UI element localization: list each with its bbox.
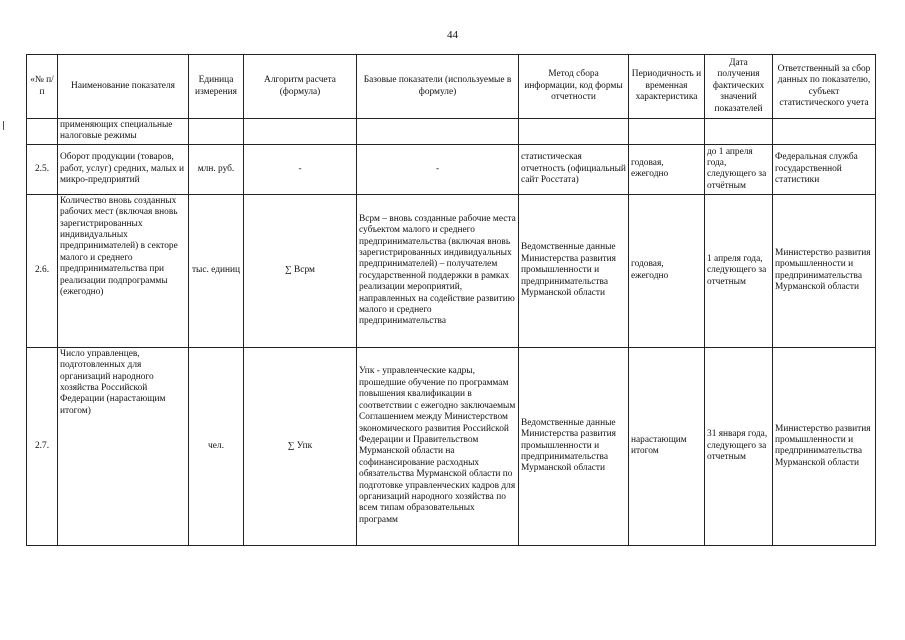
row-num: 2.7. — [27, 347, 58, 545]
header-name: Наименование показателя — [58, 55, 189, 119]
row-unit: млн. руб. — [189, 144, 244, 194]
row-base — [357, 119, 519, 145]
row-algorithm: ∑ Упк — [244, 347, 357, 545]
row-algorithm: - — [244, 144, 357, 194]
header-unit: Единица измерения — [189, 55, 244, 119]
row-num: 2.5. — [27, 144, 58, 194]
row-unit: чел. — [189, 347, 244, 545]
margin-mark — [3, 121, 4, 130]
row-name: Число управленцев, подготовленных для организаций народного хозяйства Российской Федерации (нарастающим итогом) — [58, 347, 189, 545]
row-base: Всрм – вновь созданные рабочие места субъектом малого и среднего предпринимательства (включая вновь зарегистрированных индивидуальных предпринимателей) – получателем государственной поддержки в рамках реализации мероприятий, направленных на содействие развитию малого и среднего предпринимательства — [357, 194, 519, 347]
header-responsible: Ответственный за сбор данных по показателю, субъект статистического учета — [773, 55, 876, 119]
header-algorithm: Алгоритм расчета (формула) — [244, 55, 357, 119]
row-base: - — [357, 144, 519, 194]
page-number: 44 — [447, 29, 458, 41]
header-row — [27, 55, 876, 119]
row-period: годовая, ежегодно — [629, 194, 705, 347]
row-period — [629, 119, 705, 145]
header-date: Дата получения фактических значений показателей — [705, 55, 773, 119]
row-responsible: Министерство развития промышленности и предпринимательства Мурманской области — [773, 194, 876, 347]
row-period: нарастающим итогом — [629, 347, 705, 545]
row-date — [705, 119, 773, 145]
row-responsible: Федеральная служба государственной статистики — [773, 144, 876, 194]
row-method — [519, 119, 629, 145]
table-row — [27, 347, 876, 545]
row-name: Оборот продукции (товаров, работ, услуг) средних, малых и микро-предприятий — [58, 144, 189, 194]
row-date: 1 апреля года, следующего за отчетным — [705, 194, 773, 347]
row-algorithm — [244, 119, 357, 145]
row-name: применяющих специальные налоговые режимы — [58, 119, 189, 145]
header-num: «№ п/п — [27, 55, 58, 119]
header-method: Метод сбора информации, код формы отчетности — [519, 55, 629, 119]
row-period: годовая, ежегодно — [629, 144, 705, 194]
row-date: 31 января года, следующего за отчетным — [705, 347, 773, 545]
row-method: Ведомственные данные Министерства развития промышленности и предпринимательства Мурманской области — [519, 194, 629, 347]
row-unit: тыс. единиц — [189, 194, 244, 347]
indicators-table — [26, 54, 876, 546]
table-row — [27, 144, 876, 194]
row-responsible: Министерство развития промышленности и предпринимательства Мурманской области — [773, 347, 876, 545]
row-responsible — [773, 119, 876, 145]
table-row — [27, 119, 876, 145]
row-base: Упк - управленческие кадры, прошедшие обучение по программам повышения квалификации в соответствии с ежегодно заключаемым Соглашением между Министерством экономического развития Российской Федерации и Правительством Мурманской области на софинансирование расходных обязательства Мурманской области по подготовке управленческих кадров для организаций народного хозяйства по всем типам образовательных программ — [357, 347, 519, 545]
row-num — [27, 119, 58, 145]
row-num: 2.6. — [27, 194, 58, 347]
row-algorithm: ∑ Всрм — [244, 194, 357, 347]
table-row — [27, 194, 876, 347]
row-unit — [189, 119, 244, 145]
row-name: Количество вновь созданных рабочих мест (включая вновь зарегистрированных индивидуальных предпринимателей) в секторе малого и среднего предпринимательства при реализации подпрограммы (ежегодно) — [58, 194, 189, 347]
header-period: Периодичность и временная характеристика — [629, 55, 705, 119]
row-method: статистическая отчетность (официальный сайт Росстата) — [519, 144, 629, 194]
row-date: до 1 апреля года, следующего за отчётным — [705, 144, 773, 194]
header-base: Базовые показатели (используемые в формуле) — [357, 55, 519, 119]
row-method: Ведомственные данные Министерства развития промышленности и предпринимательства Мурманской области — [519, 347, 629, 545]
